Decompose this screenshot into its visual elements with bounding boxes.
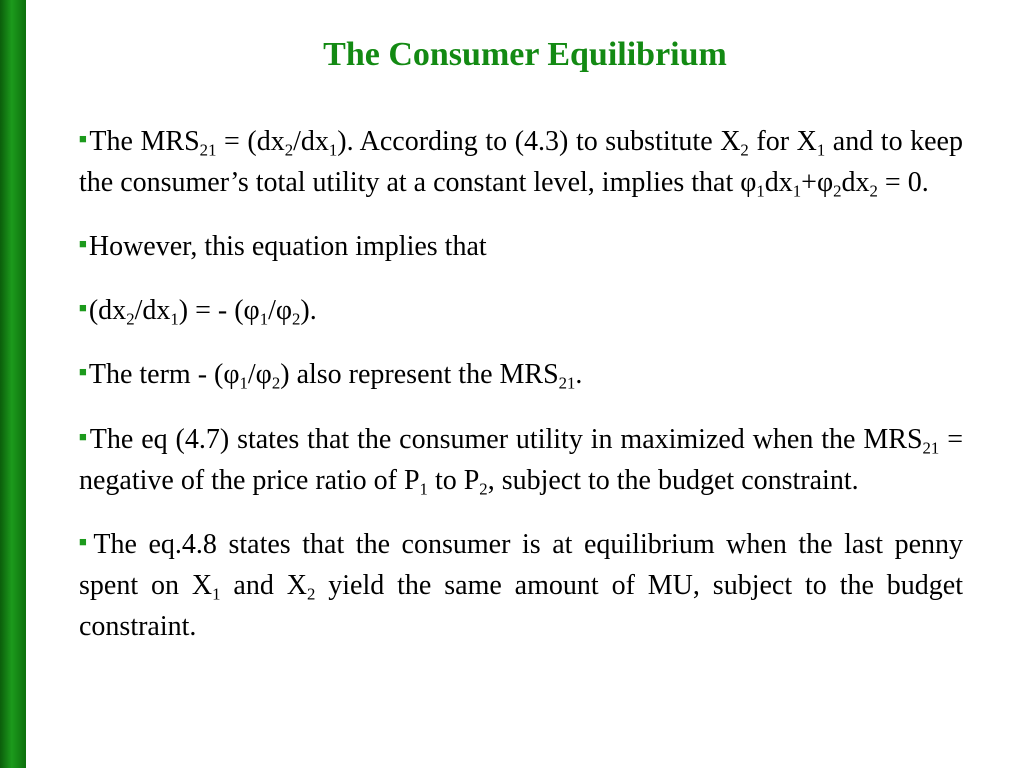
- bullet-text: to P: [427, 464, 480, 496]
- bullet-text: +φ: [801, 167, 834, 199]
- bullet-marker-icon: ■: [79, 300, 87, 316]
- bullet-text: = 0.: [877, 167, 929, 199]
- subscript: 1: [212, 584, 221, 604]
- bullet-marker-icon: ■: [79, 533, 92, 549]
- bullet-marker-icon: ■: [79, 236, 87, 252]
- subscript: 2: [271, 373, 281, 393]
- subscript: 1: [259, 309, 269, 329]
- subscript: 1: [239, 373, 248, 393]
- bullet-item: [79, 223, 963, 267]
- bullet-text: The eq.4.8 states that the consumer is at equilibrium when the last penny spent on X: [79, 528, 963, 601]
- bullet-text: (dx: [88, 295, 127, 327]
- bullet-text: and to keep the consumer’s total utility at a constant level, implies that φ: [79, 126, 963, 199]
- subscript: 21: [199, 140, 217, 160]
- bullet-text: However, this equation implies that: [88, 231, 487, 263]
- subscript: 1: [816, 140, 826, 160]
- bullet-text: yield the same amount of MU, subject to the budget constraint.: [79, 569, 963, 642]
- bullet-text: The eq (4.7) states that the consumer utility in maximized when the MRS: [89, 423, 923, 455]
- subscript: 2: [126, 309, 135, 329]
- bullet-text: /φ: [247, 359, 272, 391]
- subscript: 2: [479, 479, 488, 499]
- bullet-item: [79, 118, 963, 203]
- slide-accent-bar: [0, 0, 26, 768]
- subscript: 1: [419, 479, 428, 499]
- bullet-item: [79, 521, 963, 647]
- subscript: 21: [558, 373, 576, 393]
- bullet-text: ). According to (4.3) to substitute X: [337, 126, 741, 158]
- bullet-text: , subject to the budget constraint.: [487, 464, 859, 496]
- subscript: 1: [170, 309, 179, 329]
- subscript: 1: [328, 140, 338, 160]
- bullet-item: [79, 351, 963, 395]
- subscript: 1: [792, 181, 802, 201]
- bullet-text: The MRS: [89, 126, 200, 158]
- slide-content: [79, 118, 963, 667]
- bullet-text: /φ: [268, 295, 293, 327]
- subscript: 2: [869, 181, 878, 201]
- slide-title: The Consumer Equilibrium: [323, 36, 727, 73]
- subscript: 2: [306, 584, 316, 604]
- bullet-text: = (dx: [216, 126, 285, 158]
- bullet-marker-icon: ■: [79, 364, 87, 380]
- bullet-text: and X: [220, 569, 307, 601]
- subscript: 2: [740, 140, 749, 160]
- subscript: 2: [284, 140, 294, 160]
- subscript: 1: [756, 181, 765, 201]
- bullet-text: ) also represent the MRS: [280, 359, 559, 391]
- bullet-text: for X: [748, 126, 817, 158]
- bullet-item: [79, 416, 963, 501]
- bullet-text: ).: [300, 295, 317, 327]
- bullet-text: = negative of the price ratio of P: [79, 423, 963, 496]
- bullet-text: dx: [841, 167, 870, 199]
- subscript: 21: [922, 438, 940, 458]
- bullet-marker-icon: ■: [79, 131, 88, 146]
- subscript: 2: [833, 181, 842, 201]
- bullet-text: /dx: [293, 126, 329, 158]
- bullet-text: /dx: [134, 295, 171, 327]
- bullet-text: .: [575, 359, 583, 391]
- bullet-marker-icon: ■: [79, 428, 88, 444]
- subscript: 2: [292, 309, 301, 329]
- bullet-text: The term - (φ: [88, 359, 240, 391]
- bullet-text: ) = - (φ: [178, 295, 260, 327]
- bullet-text: dx: [764, 167, 793, 199]
- bullet-item: [79, 287, 963, 331]
